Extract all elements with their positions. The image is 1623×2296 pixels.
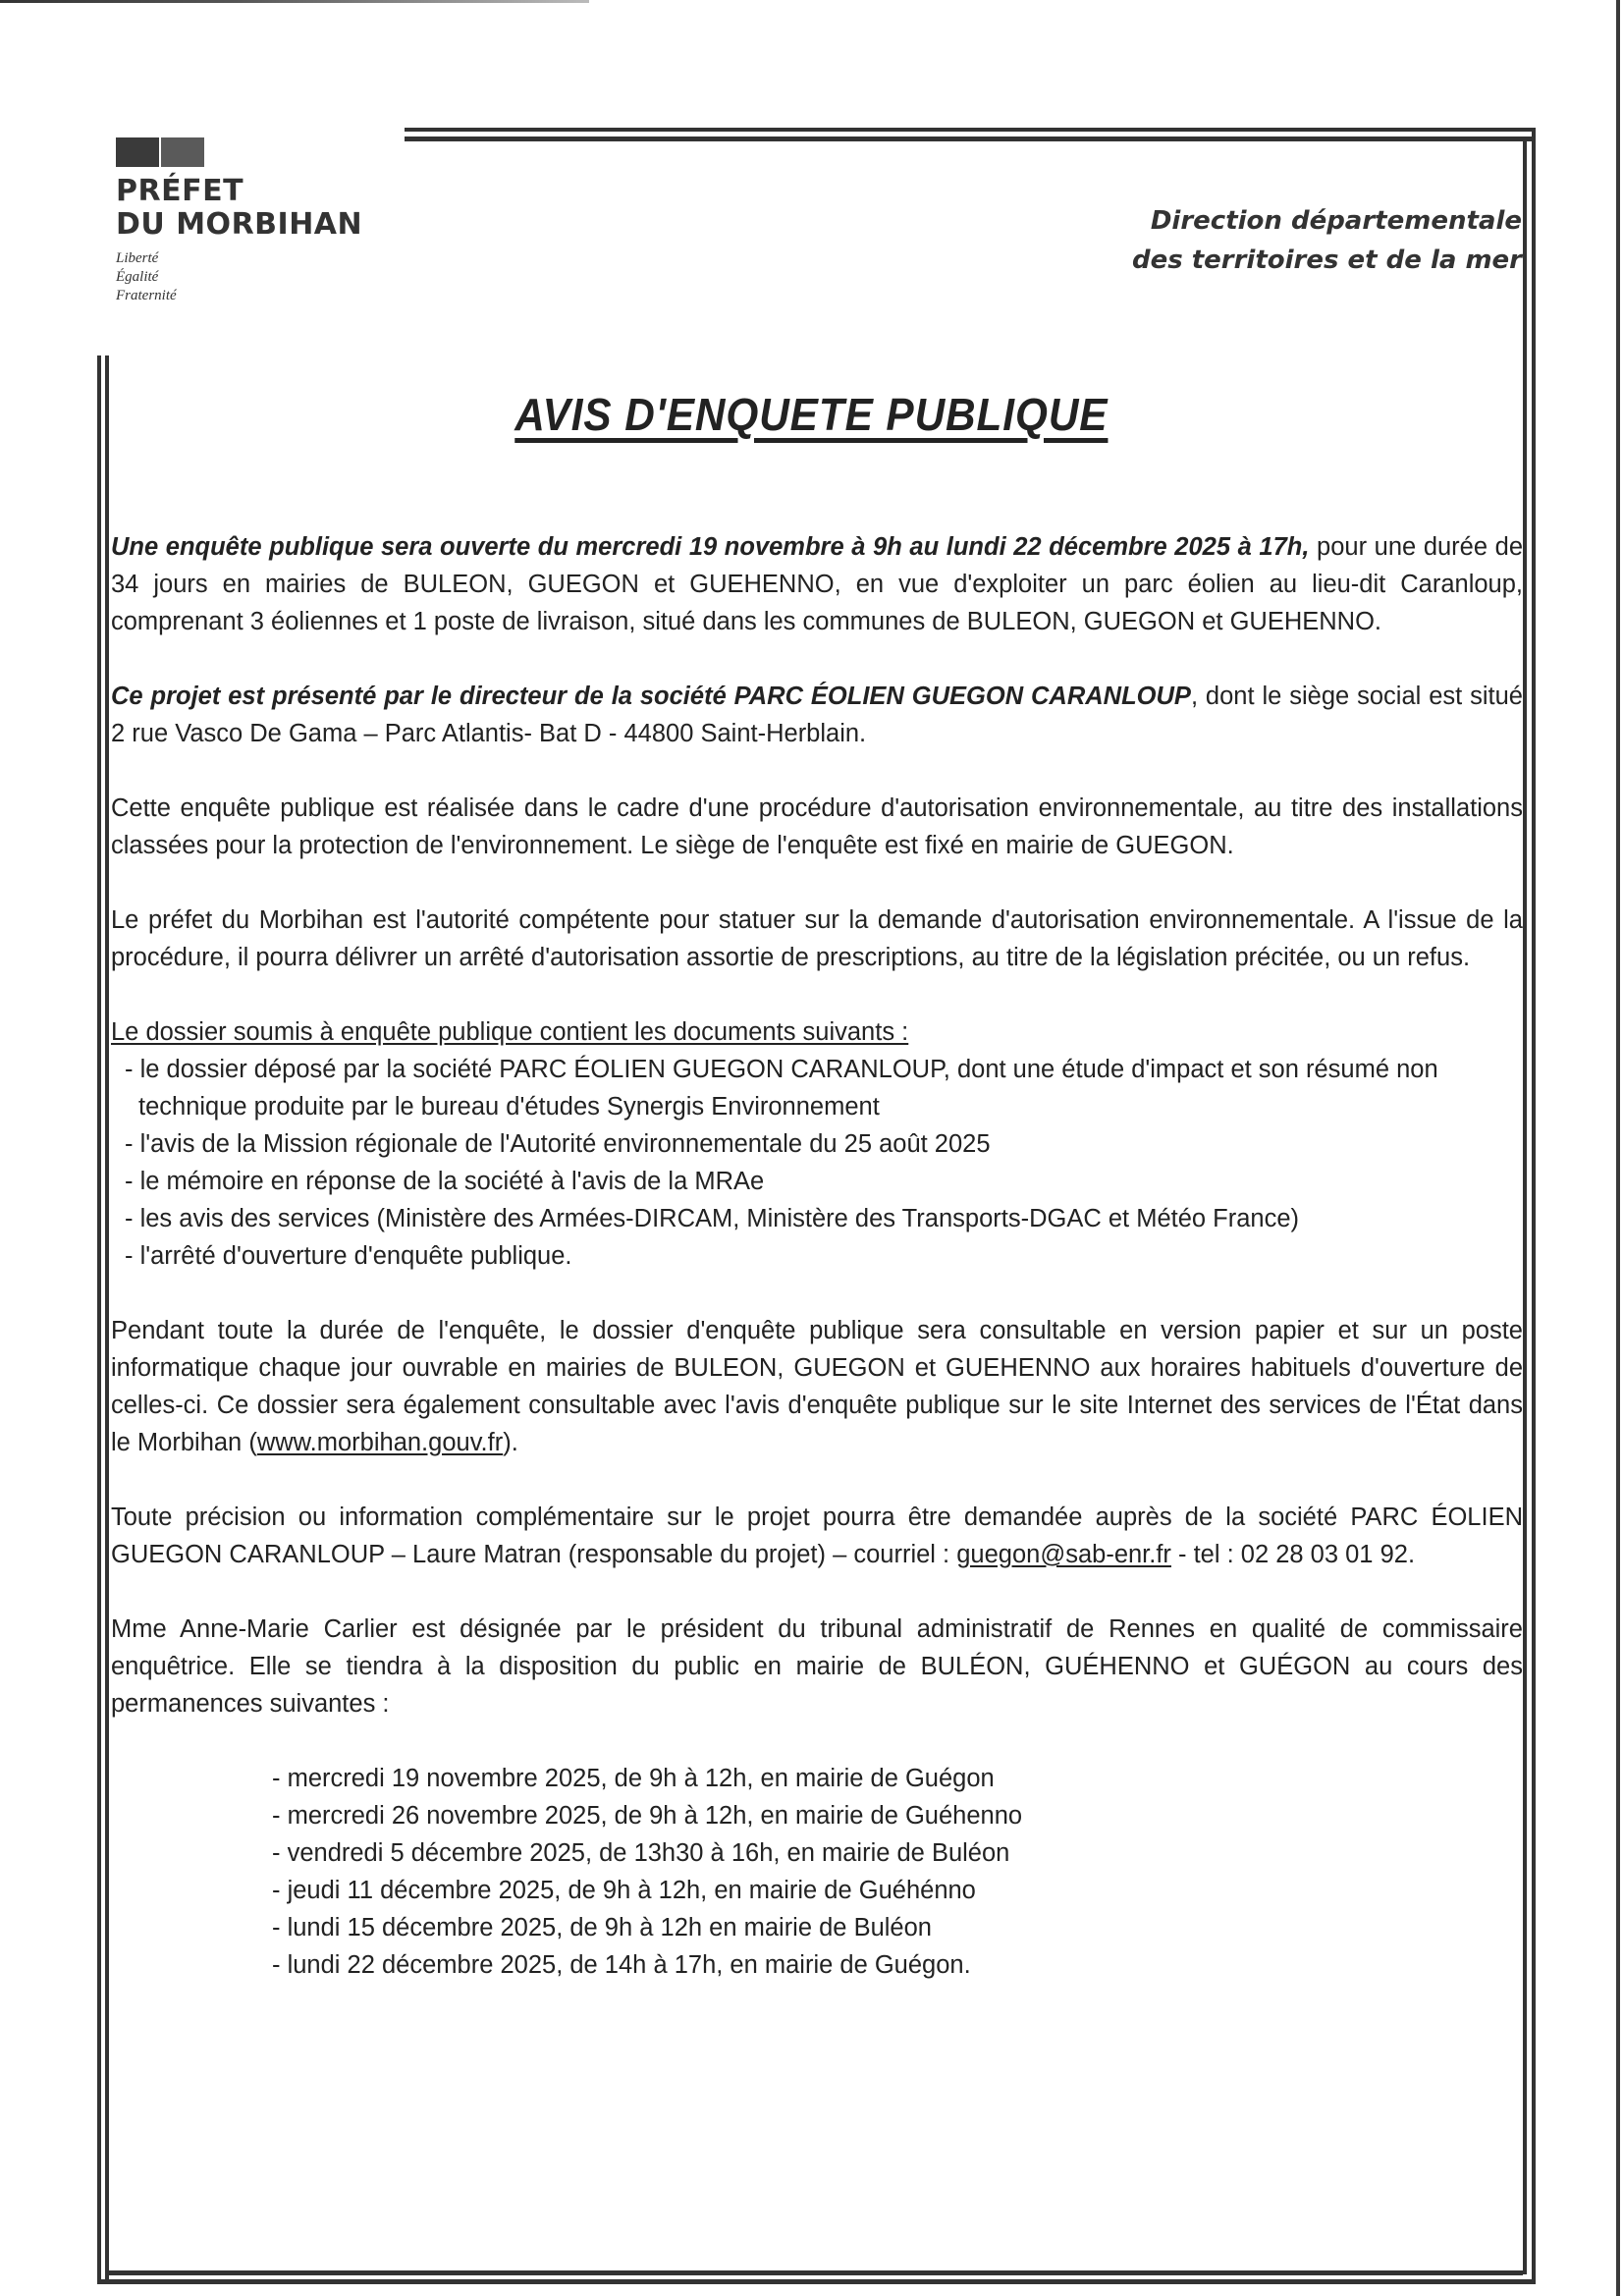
- consultation-text: Pendant toute la durée de l'enquête, le dossier d'enquête publique sera consultable en version papier et sur un poste informatique chaque jour ouvrable en mairies de BULEON, GUEGON et GUEHENNO aux horaires habituels d'ouverture de celles-ci. Ce dossier sera également consultable avec l'avis d'enquête publique sur le site Internet des services de l'État dans le Morbihan (: [111, 1317, 1523, 1456]
- logo-title-line1: PRÉFET: [116, 174, 244, 208]
- notice-body: [111, 528, 1523, 1984]
- opening-dates: Une enquête publique sera ouverte du mercredi 19 novembre à 9h au lundi 22 décembre 2025 à 17h,: [111, 533, 1310, 561]
- permanence-item: - jeudi 11 décembre 2025, de 9h à 12h, en mairie de Guéhénno: [272, 1877, 976, 1904]
- project-owner: Ce projet est présenté par le directeur de la société PARC ÉOLIEN GUEGON CARANLOUP: [111, 683, 1191, 710]
- permanence-item: - lundi 22 décembre 2025, de 14h à 17h, en mairie de Guégon.: [272, 1951, 971, 1979]
- email-link[interactable]: guegon@sab-enr.fr: [956, 1541, 1171, 1568]
- paragraph-project-owner: [111, 678, 1523, 752]
- emblem-right-block: [161, 137, 204, 167]
- contact-text: Toute précision ou information complémentaire sur le projet pourra être demandée auprès de la société PARC ÉOLIEN GUEGON CARANLOUP – Laure Matran (responsable du projet) – courriel :: [111, 1503, 1523, 1568]
- frame-border-right: [1523, 128, 1536, 2284]
- frame-border-left: [97, 355, 109, 2284]
- dossier-item: - le mémoire en réponse de la société à l'avis de la MRAe: [125, 1168, 765, 1195]
- logo-title: [116, 175, 362, 242]
- scan-edge-right: [1616, 0, 1620, 2296]
- permanence-item: - vendredi 5 décembre 2025, de 13h30 à 16h, en mairie de Buléon: [272, 1839, 1010, 1867]
- republic-motto: [116, 249, 362, 305]
- dossier-heading: Le dossier soumis à enquête publique contient les documents suivants :: [111, 1018, 909, 1046]
- frame-border-top: [405, 128, 1534, 141]
- dossier-item: - les avis des services (Ministère des Armées-DIRCAM, Ministère des Transports-DGAC et Météo France): [125, 1205, 1300, 1232]
- paragraph-procedure: Cette enquête publique est réalisée dans le cadre d'une procédure d'autorisation environnementale, au titre des installations classées pour la protection de l'environnement. Le siège de l'enquête est fixé en mairie de GUEGON.: [111, 794, 1523, 859]
- marianne-emblem-icon: [116, 137, 204, 167]
- motto-egalite: Égalité: [116, 269, 159, 285]
- document-title: [0, 388, 1623, 441]
- paragraph-opening: [111, 528, 1523, 640]
- paragraph-contact: [111, 1499, 1523, 1573]
- document-title-text: AVIS D'ENQUETE PUBLIQUE: [514, 389, 1109, 440]
- prefecture-logo: [116, 137, 362, 305]
- issuing-direction: [1132, 201, 1522, 280]
- motto-fraternite: Fraternité: [116, 288, 177, 303]
- permanence-item: - mercredi 19 novembre 2025, de 9h à 12h, en mairie de Guégon: [272, 1765, 995, 1792]
- direction-line1: Direction départementale: [1150, 206, 1522, 236]
- frame-border-bottom: [97, 2270, 1536, 2284]
- logo-title-line2: DU MORBIHAN: [116, 207, 363, 242]
- permanence-item: - lundi 15 décembre 2025, de 9h à 12h en mairie de Buléon: [272, 1914, 932, 1941]
- contact-phone: - tel : 02 28 03 01 92.: [1170, 1541, 1416, 1568]
- opening-rest: pour une durée de 34 jours en mairies de BULEON, GUEGON et GUEHENNO, en vue d'exploiter un parc éolien au lieu-dit Caranloup, comprenant 3 éoliennes et 1 poste de livraison, situé dans les communes de BULEON, GUEGON et GUEHENNO.: [111, 533, 1523, 635]
- website-link[interactable]: www.morbihan.gouv.fr: [256, 1429, 504, 1456]
- paragraph-authority: Le préfet du Morbihan est l'autorité compétente pour statuer sur la demande d'autorisation environnementale. A l'issue de la procédure, il pourra délivrer un arrêté d'autorisation assortie de prescriptions, au titre de la législation précitée, ou un refus.: [111, 906, 1523, 971]
- dossier-item: - l'avis de la Mission régionale de l'Autorité environnementale du 25 août 2025: [125, 1130, 991, 1158]
- consultation-end: ).: [503, 1429, 518, 1456]
- direction-line2: des territoires et de la mer: [1131, 246, 1522, 275]
- dossier-item: - le dossier déposé par la société PARC ÉOLIEN GUEGON CARANLOUP, dont une étude d'impact et son résumé non technique produite par le bureau d'études Synergis Environnement: [125, 1056, 1438, 1121]
- paragraph-consultation: [111, 1312, 1523, 1461]
- scan-edge-top: [0, 0, 589, 3]
- project-owner-address: , dont le siège social est situé 2 rue Vasco De Gama – Parc Atlantis- Bat D - 44800 Saint-Herblain.: [111, 683, 1523, 747]
- dossier-list: [111, 1051, 1523, 1275]
- dossier-item: - l'arrêté d'ouverture d'enquête publique.: [125, 1242, 572, 1270]
- paragraph-commissioner: Mme Anne-Marie Carlier est désignée par le président du tribunal administratif de Rennes en qualité de commissaire enquêtrice. Elle se tiendra à la disposition du public en mairie de BULÉON, GUÉHENNO et GUÉGON au cours des permanences suivantes :: [111, 1615, 1523, 1718]
- permanences-list: [111, 1760, 1523, 1984]
- motto-liberte: Liberté: [116, 250, 159, 266]
- permanence-item: - mercredi 26 novembre 2025, de 9h à 12h, en mairie de Guéhenno: [272, 1802, 1023, 1830]
- emblem-left-block: [116, 137, 159, 167]
